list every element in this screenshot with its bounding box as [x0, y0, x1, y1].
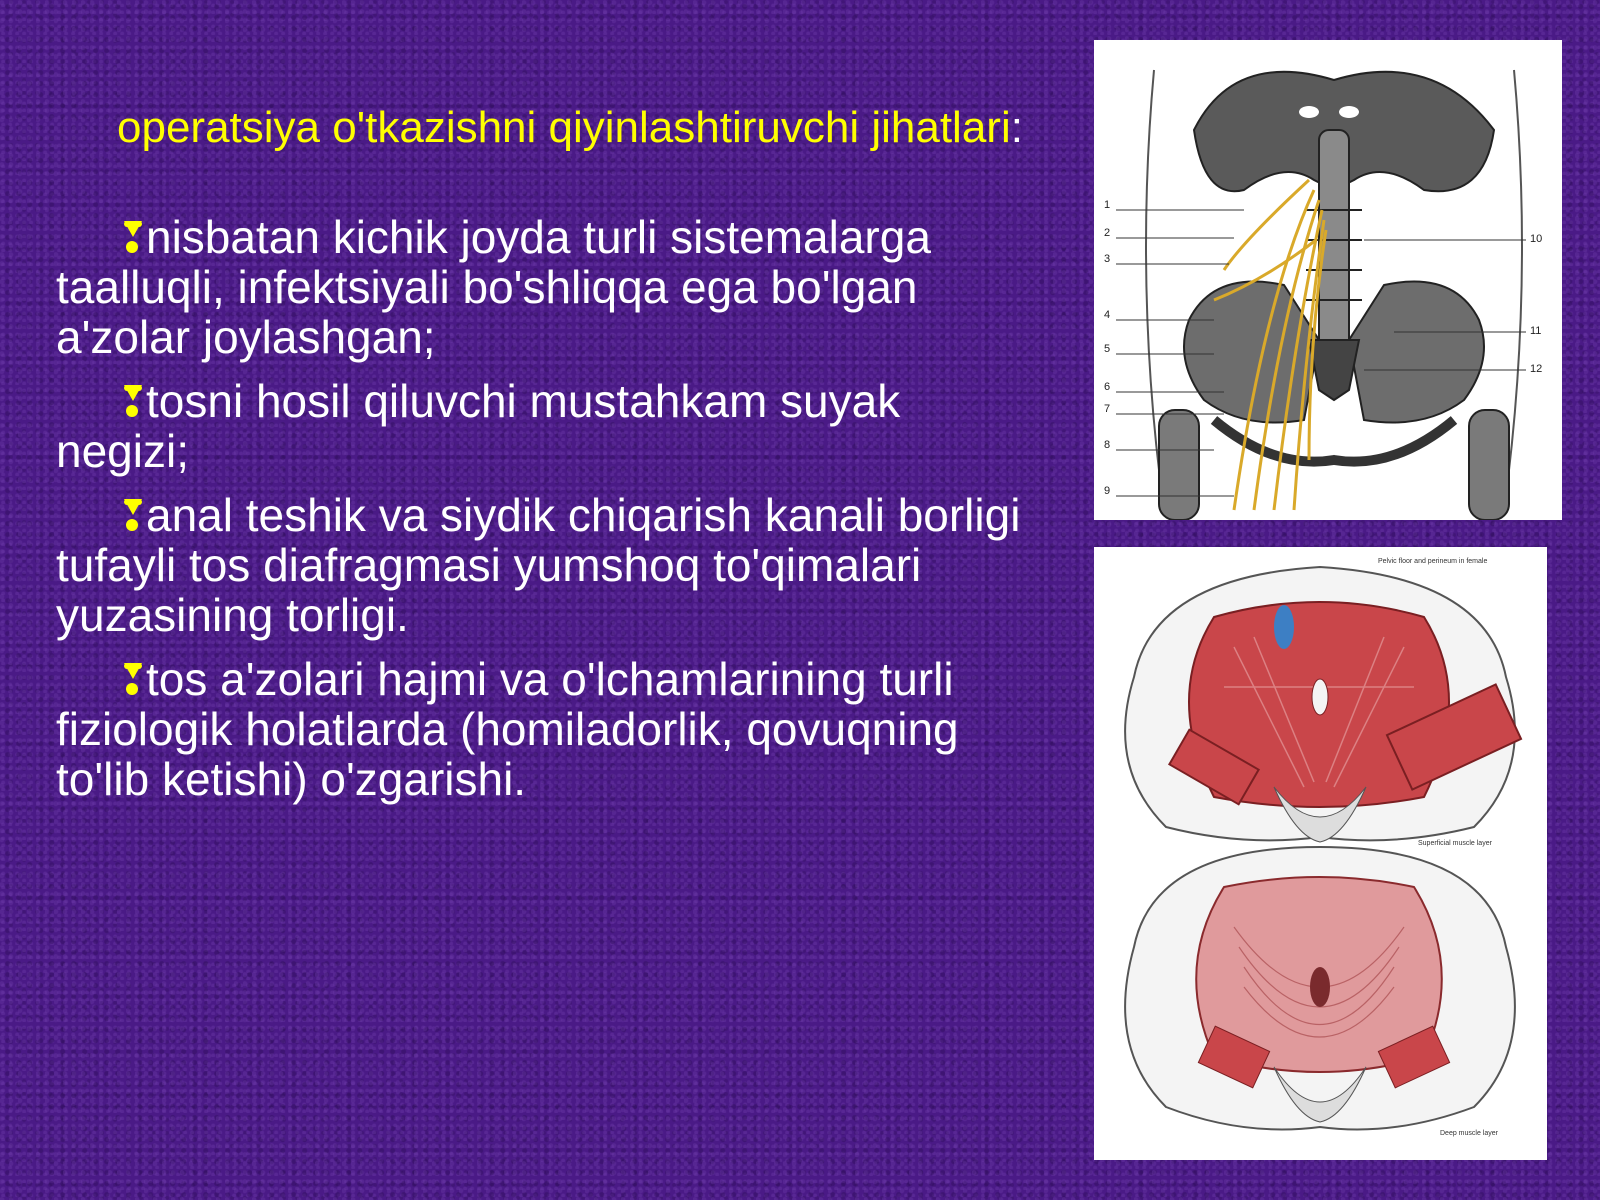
figure-label: 3	[1104, 253, 1111, 265]
superficial-layer-caption: Superficial muscle layer	[1418, 840, 1492, 847]
figure-label: 12	[1530, 363, 1543, 375]
exclamation-bullet-icon	[122, 385, 144, 419]
pelvic-floor-figure	[1094, 547, 1547, 1160]
pelvic-floor-muscles-icon	[1094, 547, 1547, 1160]
pelvis-skeleton-icon	[1094, 40, 1562, 520]
figure-label: 5	[1104, 343, 1111, 355]
figure-label: 4	[1104, 309, 1111, 321]
bullet-text: tos a'zolari hajmi va o'lchamlarining turli fiziologik holatlarda (homiladorlik, qovuqning to'lib ketishi) o'zgarishi.	[56, 653, 959, 805]
bullet-item	[56, 490, 1036, 640]
figure-label: 8	[1104, 439, 1111, 451]
bullet-item	[56, 376, 1036, 476]
bullet-text: tosni hosil qiluvchi mustahkam suyak negizi;	[56, 375, 901, 477]
figure-label: 10	[1530, 233, 1543, 245]
bullet-list	[56, 212, 1036, 818]
bullet-text: anal teshik va siydik chiqarish kanali borligi tufayli tos diafragmasi yumshoq to'qimalari yuzasining torligi.	[56, 489, 1021, 641]
bullet-item	[56, 212, 1036, 362]
title-text: operatsiya o'tkazishni qiyinlashtiruvchi jihatlari	[117, 103, 1011, 152]
figure-label: 9	[1104, 485, 1111, 497]
exclamation-bullet-icon	[122, 663, 144, 697]
exclamation-bullet-icon	[122, 221, 144, 255]
figure-label: 7	[1104, 403, 1111, 415]
slide-title	[110, 102, 1030, 154]
deep-layer-caption: Deep muscle layer	[1440, 1130, 1498, 1137]
pelvic-floor-caption: Pelvic floor and perineum in female	[1378, 558, 1488, 565]
bullet-text: nisbatan kichik joyda turli sistemalarga taalluqli, infektsiyali bo'shliqqa ega bo'lgan a'zolar joylashgan;	[56, 211, 931, 363]
exclamation-bullet-icon	[122, 499, 144, 533]
title-colon: :	[1010, 103, 1023, 152]
figure-label: 6	[1104, 381, 1111, 393]
pelvis-nerves-figure	[1094, 40, 1562, 520]
figure-label: 2	[1104, 227, 1111, 239]
figure-label: 11	[1530, 325, 1542, 337]
bullet-item	[56, 654, 1036, 804]
figure-label: 1	[1104, 199, 1111, 211]
